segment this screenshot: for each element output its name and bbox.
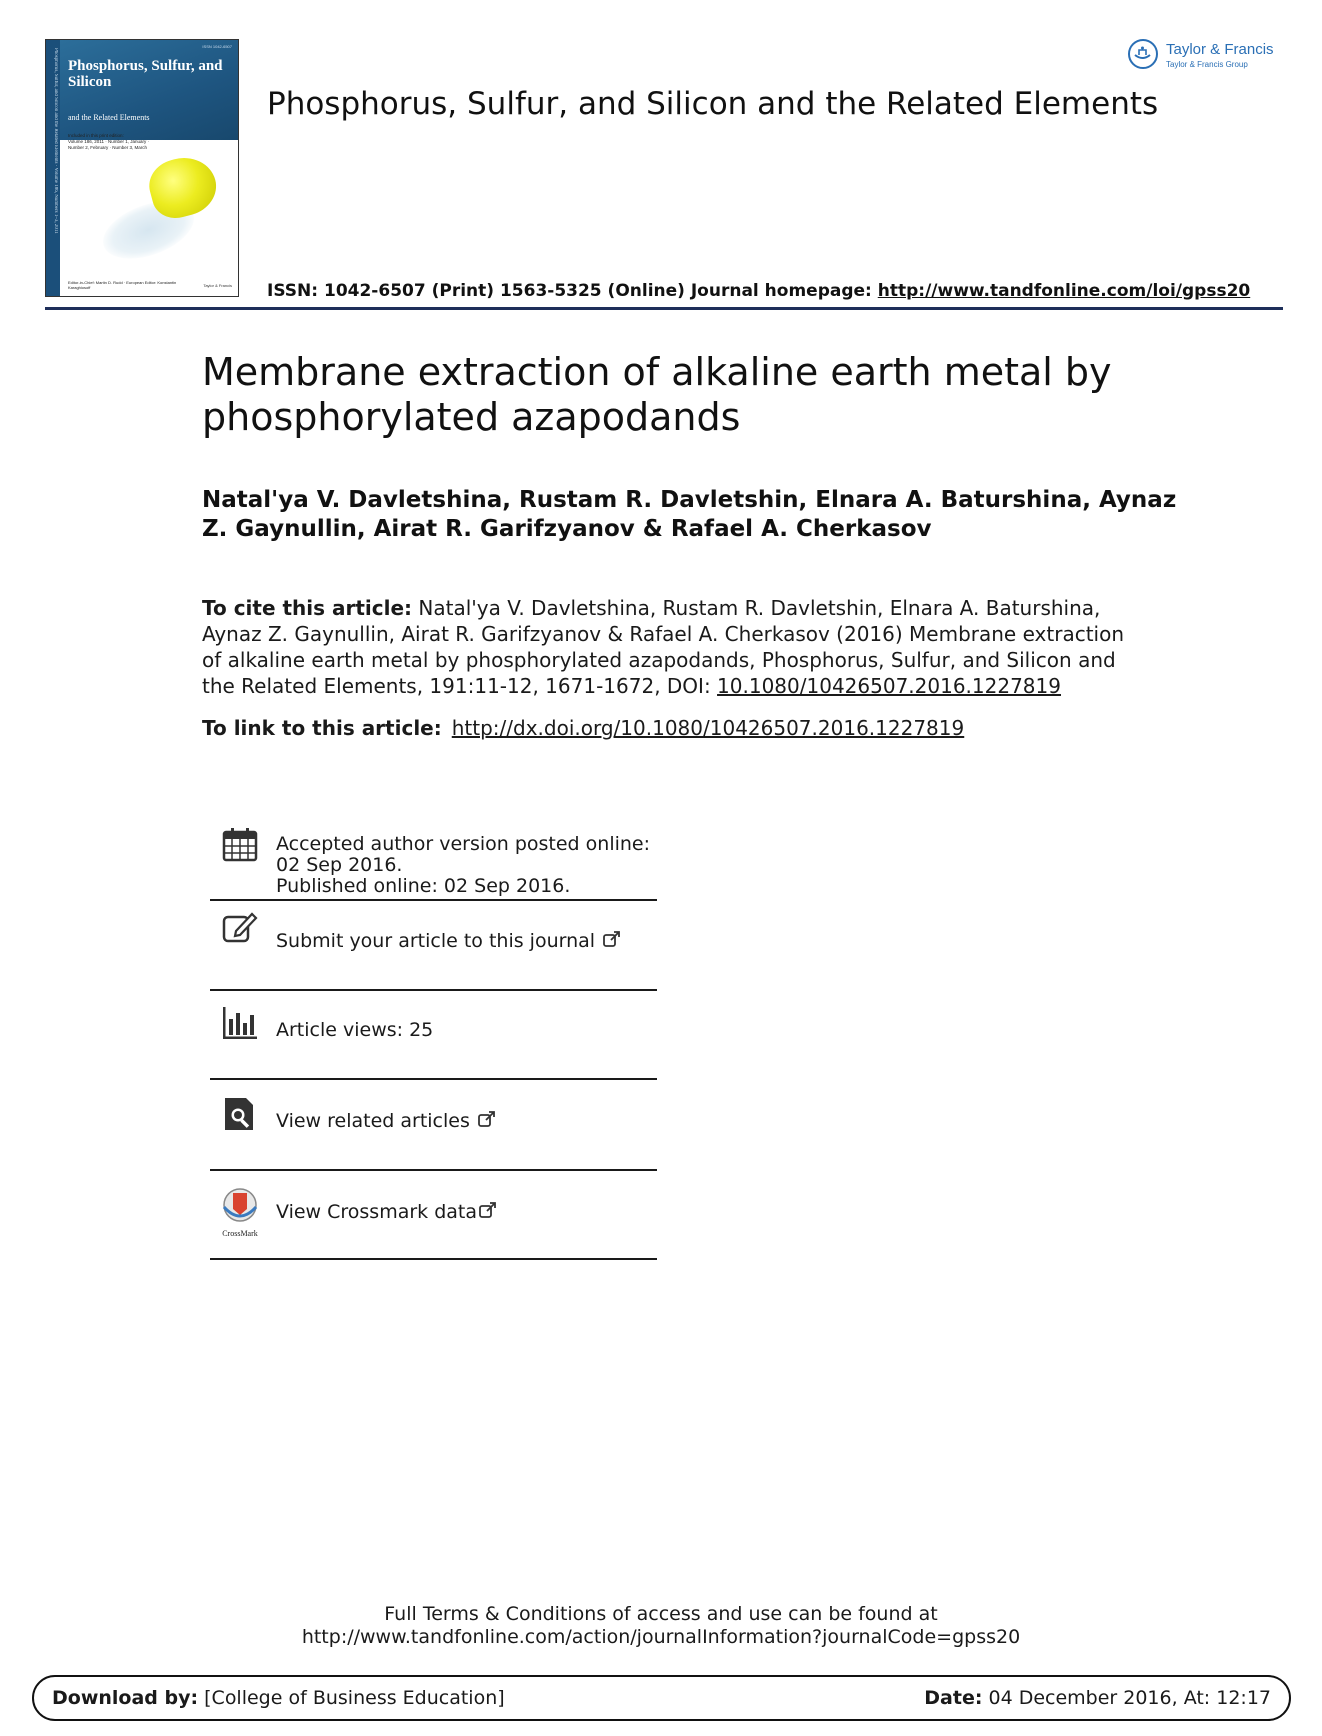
submit-article-label: Submit your article to this journal — [276, 930, 596, 952]
cover-spine — [46, 40, 60, 296]
related-articles-link[interactable] — [276, 1111, 496, 1132]
cover-included — [68, 133, 158, 151]
calendar-icon — [222, 826, 258, 862]
accepted-date-text: Accepted author version posted online: 02 Sep 2016. — [276, 833, 651, 876]
article-title: Membrane extraction of alkaline earth metal by phosphorylated azapodands — [202, 350, 1112, 439]
publication-dates — [276, 834, 656, 897]
cover-spine-text: Phosphorus, Sulfur, and Silicon and the Related Elements · Volume 186, Numbers 1–3, 2011 — [53, 48, 58, 234]
citation-doi-link[interactable]: 10.1080/10426507.2016.1227819 — [717, 674, 1061, 698]
bar-chart-icon — [222, 1005, 258, 1041]
article-link-block — [202, 716, 964, 740]
submit-article-link[interactable] — [276, 931, 621, 952]
publisher-logo[interactable] — [1128, 39, 1288, 79]
download-by-label: Download by: — [52, 1687, 199, 1709]
publisher-logo-icon — [1128, 39, 1158, 69]
terms-notice — [0, 1603, 1322, 1649]
issn-line — [267, 281, 1250, 301]
article-views: Article views: 25 — [276, 1019, 434, 1041]
cover-included-heading: Included in this print edition: — [68, 133, 124, 138]
crossmark-label: View Crossmark data — [276, 1201, 478, 1223]
download-date-value: 04 December 2016, At: 12:17 — [982, 1687, 1271, 1709]
publisher-group: Taylor & Francis Group — [1166, 60, 1248, 69]
download-by — [52, 1687, 505, 1709]
external-link-icon — [479, 1202, 497, 1218]
document-search-icon — [222, 1096, 258, 1132]
crossmark-link[interactable] — [276, 1202, 497, 1223]
publication-dates-row — [210, 820, 657, 901]
cover-editors: Editor-in-Chief: Martin D. Rudd · European Editor: Konstantin Karaghiosoff — [68, 280, 177, 290]
external-link-icon — [478, 1111, 496, 1127]
article-views-row — [210, 991, 657, 1080]
submit-article-row[interactable] — [210, 901, 657, 991]
journal-title: Phosphorus, Sulfur, and Silicon and the Related Elements — [267, 86, 1159, 122]
external-link-icon — [603, 931, 621, 947]
issn-text: ISSN: 1042-6507 (Print) 1563-5325 (Online) Journal homepage: — [267, 281, 878, 301]
published-date-text: Published online: 02 Sep 2016. — [276, 875, 571, 897]
header-divider — [45, 307, 1283, 310]
download-date — [924, 1687, 1271, 1709]
journal-homepage-link[interactable]: http://www.tandfonline.com/loi/gpss20 — [877, 281, 1251, 301]
edit-icon — [222, 909, 258, 945]
article-authors: Natal'ya V. Davletshina, Rustam R. Davletshin, Elnara A. Baturshina, Aynaz Z. Gaynullin, Airat R. Garifzyanov & Rafael A. Cherkasov — [202, 487, 1177, 542]
cover-issn: ISSN 1042-6507 — [202, 44, 232, 49]
terms-url-link[interactable]: http://www.tandfonline.com/action/journalInformation?journalCode=gpss20 — [301, 1626, 1021, 1648]
citation-text: Natal'ya V. Davletshina, Rustam R. Davletshin, Elnara A. Baturshina, Aynaz Z. Gaynullin, Airat R. Garifzyanov & Rafael A. Cherkasov (2016) Membrane extraction of alkaline earth metal by phosphorylated azapodands, Phosphorus, Sulfur, and Silicon and the Related Elements, 191:11-12, 1671-1672, DOI: — [202, 596, 1125, 698]
journal-cover — [45, 39, 239, 297]
crossmark-caption: CrossMark — [222, 1229, 258, 1238]
publisher-name: Taylor & Francis — [1166, 41, 1274, 58]
article-link-label: To link to this article: — [202, 716, 442, 740]
download-info-bar — [32, 1675, 1291, 1721]
cover-publisher: Taylor & Francis — [203, 283, 232, 288]
terms-line-1: Full Terms & Conditions of access and use can be found at — [384, 1603, 938, 1625]
related-articles-label: View related articles — [276, 1110, 470, 1132]
article-doi-link[interactable]: http://dx.doi.org/10.1080/10426507.2016.1227819 — [451, 716, 965, 740]
cover-band — [60, 40, 238, 140]
cover-included-lines: Volume 186, 2011 · Number 1, January · Number 2, February · Number 3, March — [68, 139, 149, 150]
crossmark-row[interactable] — [210, 1171, 657, 1260]
article-info-panel — [210, 820, 657, 1260]
citation-label: To cite this article: — [202, 596, 413, 620]
download-by-value: [College of Business Education] — [198, 1687, 505, 1709]
cover-subtitle: and the Related Elements — [68, 113, 150, 122]
download-date-label: Date: — [924, 1687, 983, 1709]
related-articles-row[interactable] — [210, 1080, 657, 1171]
citation-block — [202, 595, 1132, 699]
crossmark-icon — [220, 1187, 260, 1237]
cover-title: Phosphorus, Sulfur, and Silicon — [68, 58, 223, 90]
